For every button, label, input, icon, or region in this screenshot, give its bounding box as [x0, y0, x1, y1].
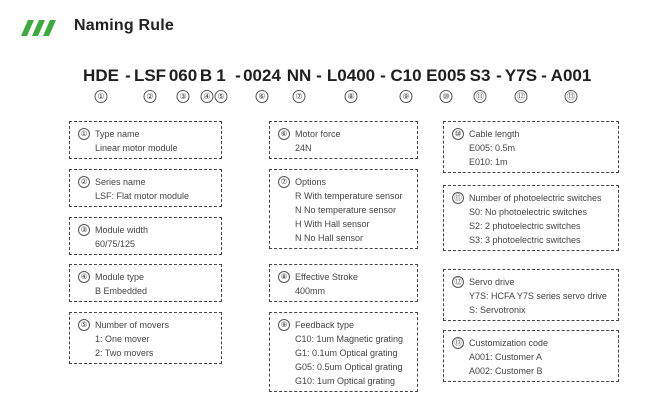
- code-segment: LSF: [133, 66, 167, 85]
- item-line: G1: 0.1um Optical grating: [295, 348, 398, 358]
- item-number: ⑬: [452, 337, 464, 349]
- page-title: Naming Rule: [74, 17, 174, 34]
- item-line: S3: 3 photoelectric switches: [469, 235, 581, 245]
- item-title: Customization code: [469, 338, 549, 348]
- item-line: 1: One mover: [95, 334, 150, 344]
- item-line: B Embedded: [95, 286, 148, 296]
- item-number: ⑩: [452, 128, 464, 140]
- item-line: Y7S: HCFA Y7S series servo drive: [469, 291, 607, 301]
- item-title: Options: [295, 177, 327, 187]
- item-line: N No Hall sensor: [295, 233, 364, 243]
- item-line: 60/75/125: [95, 239, 136, 249]
- code-segment: C10: [390, 66, 422, 85]
- item-title: Motor force: [295, 129, 341, 139]
- item-line: LSF: Flat motor module: [95, 191, 190, 201]
- item-title: Module width: [95, 225, 149, 235]
- item-number: ⑥: [278, 128, 290, 140]
- code-segment: HDE: [83, 66, 119, 85]
- code-index: ⑦: [293, 90, 306, 103]
- item-line: S0: No photoelectric switches: [469, 207, 588, 217]
- code-dash: -: [235, 66, 241, 85]
- code-segment: S3: [469, 66, 491, 85]
- code-index: ⑬: [565, 90, 578, 103]
- code-segment: A001: [550, 66, 592, 85]
- item-motor-force: [269, 121, 418, 159]
- item-number: ④: [78, 271, 90, 283]
- item-number: ⑪: [452, 192, 464, 204]
- code-segment: B: [199, 66, 213, 85]
- item-feedback-type: [269, 312, 418, 392]
- item-title: Feedback type: [295, 320, 355, 330]
- item-line: G05: 0.5um Optical grating: [295, 362, 403, 372]
- code-segment: E005: [426, 66, 466, 85]
- item-title: Servo drive: [469, 277, 515, 287]
- item-line: 2: Two movers: [95, 348, 154, 358]
- item-line: N No temperature sensor: [295, 205, 397, 215]
- code-dash: -: [125, 66, 131, 85]
- item-number: ③: [78, 224, 90, 236]
- item-line: G10: 1um Optical grating: [295, 376, 396, 386]
- item-series-name: [69, 169, 222, 207]
- code-segment: 060: [168, 66, 198, 85]
- item-number: ⑧: [278, 271, 290, 283]
- item-number: ⑫: [452, 276, 464, 288]
- item-effective-stroke: [269, 264, 418, 302]
- code-index: ⑪: [474, 90, 487, 103]
- item-line: A001: Customer A: [469, 352, 543, 362]
- item-line: 24N: [295, 143, 312, 153]
- item-line: E005: 0.5m: [469, 143, 516, 153]
- item-options: [269, 169, 418, 249]
- code-segment: L0400: [326, 66, 376, 85]
- code-index: ①: [95, 90, 108, 103]
- brand-logo-icon: [21, 20, 63, 36]
- code-dash: -: [541, 66, 547, 85]
- item-title: Effective Stroke: [295, 272, 358, 282]
- code-dash: -: [496, 66, 502, 85]
- item-number: ②: [78, 176, 90, 188]
- code-index: ③: [177, 90, 190, 103]
- item-number: ⑦: [278, 176, 290, 188]
- code-index: ④: [201, 90, 214, 103]
- item-title: Number of movers: [95, 320, 170, 330]
- code-dash: -: [380, 66, 386, 85]
- code-index: ②: [144, 90, 157, 103]
- item-module-type: [69, 264, 222, 302]
- item-type-name: [69, 121, 222, 159]
- item-title: Type name: [95, 129, 140, 139]
- code-segment: NN: [286, 66, 312, 85]
- code-index: ⑧: [345, 90, 358, 103]
- item-number: ⑤: [78, 319, 90, 331]
- item-module-width: [69, 217, 222, 255]
- item-customization-code: [443, 330, 619, 382]
- code-segment: 0024: [243, 66, 281, 85]
- code-index: ⑥: [256, 90, 269, 103]
- item-line: H With Hall sensor: [295, 219, 370, 229]
- code-index: ⑩: [440, 90, 453, 103]
- item-line: S: Servotronix: [469, 305, 526, 315]
- item-servo-drive: [443, 269, 619, 321]
- item-number: ①: [78, 128, 90, 140]
- code-index: ⑨: [400, 90, 413, 103]
- item-photoelectric-switches: [443, 185, 619, 251]
- code-index: ⑫: [515, 90, 528, 103]
- item-title: Cable length: [469, 129, 520, 139]
- item-title: Series name: [95, 177, 146, 187]
- item-line: 400mm: [295, 286, 326, 296]
- item-number-of-movers: [69, 312, 222, 364]
- code-segment: Y7S: [504, 66, 538, 85]
- item-title: Number of photoelectric switches: [469, 193, 602, 203]
- code-index: ⑤: [215, 90, 228, 103]
- item-line: A002: Customer B: [469, 366, 543, 376]
- code-dash: -: [316, 66, 322, 85]
- item-line: C10: 1um Magnetic grating: [295, 334, 404, 344]
- item-cable-length: [443, 121, 619, 173]
- item-line: Linear motor module: [95, 143, 178, 153]
- code-segment: 1: [216, 66, 226, 85]
- item-number: ⑨: [278, 319, 290, 331]
- item-title: Module type: [95, 272, 145, 282]
- item-line: R With temperature sensor: [295, 191, 403, 201]
- item-line: E010: 1m: [469, 157, 508, 167]
- model-code: [0, 66, 652, 106]
- item-line: S2: 2 photoelectric switches: [469, 221, 581, 231]
